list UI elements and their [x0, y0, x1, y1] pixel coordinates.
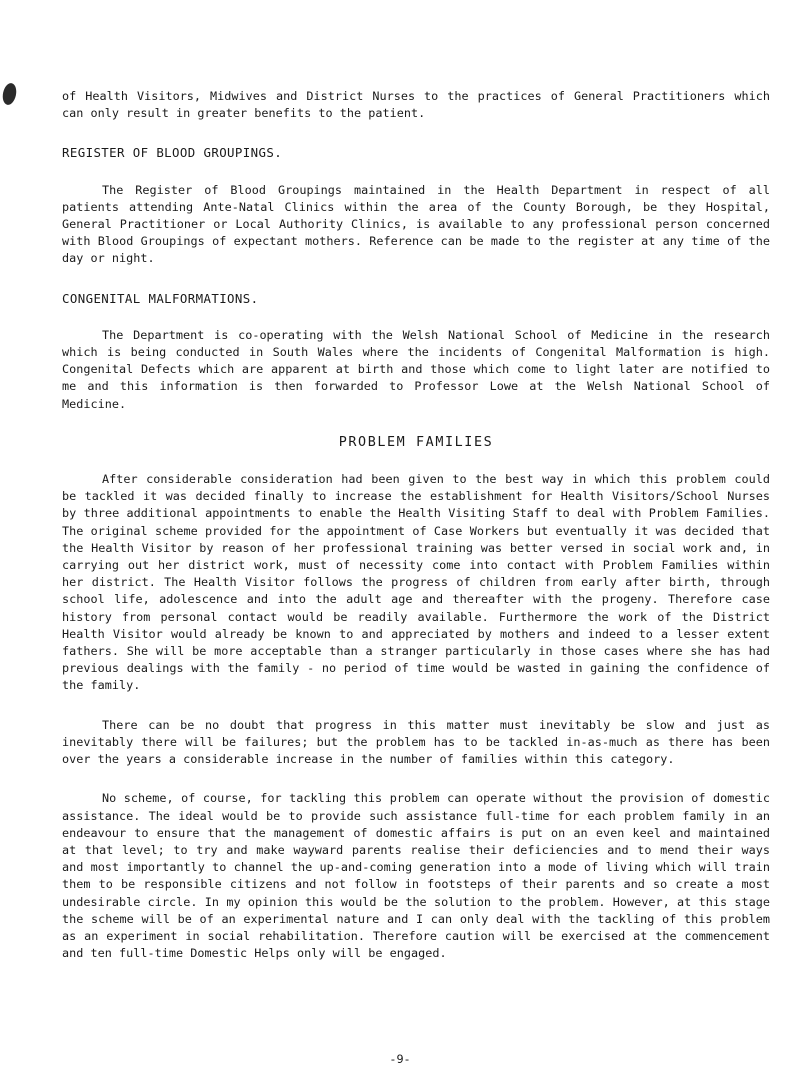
problem-families-heading: PROBLEM FAMILIES: [338, 434, 494, 450]
register-heading: REGISTER OF BLOOD GROUPINGS.: [62, 145, 283, 161]
problem-families-paragraph-2: There can be no doubt that progress in this matter must inevitably be slow and just as inevitably there will be failures; but the problem has to be tackled in-as-much as there has been over the years a considerable increase in the number of families within this category.: [62, 717, 770, 767]
congenital-paragraph: The Department is co-operating with the Welsh National School of Medicine in the research which is being conducted in South Wales where the incidents of Congenital Malformation is high. Congenital Defects which are apparent at birth and those which come to light later are notified to me and this information is then forwarded to Professor Lowe at the Welsh National School of Medicine.: [62, 327, 770, 411]
problem-families-paragraph-3: No scheme, of course, for tackling this problem can operate without the provision of domestic assistance. The ideal would be to provide such assistance full-time for each problem family in an endeavour to ensure that the management of domestic affairs is put on an even keel and maintained at that level; to try and make wayward parents realise their deficiencies and to mend their ways and most importantly to channel the up-and-coming generation into a mode of living which will train them to be responsible citizens and not follow in footsteps of their parents and so create a most undesirable circle. In my opinion this would be the solution to the problem. However, at this stage the scheme will be of an experimental nature and I can only deal with the tackling of this problem as an experiment in social rehabilitation. Therefore caution will be exercised at the commencement and ten full-time Domestic Helps only will be engaged.: [62, 791, 770, 961]
register-paragraph: The Register of Blood Groupings maintained in the Health Department in respect of all patients attending Ante-Natal Clinics within the area of the County Borough, be they Hospital, General Practitioner or Local Authority Clinics, is available to any professional person concerned with Blood Groupings of expectant mothers. Reference can be made to the register at any time of the day or night.: [62, 182, 770, 266]
congenital-heading: CONGENITAL MALFORMATIONS.: [62, 290, 259, 306]
page-content: [62, 88, 770, 962]
binding-hole-mark: [1, 82, 18, 106]
page-number: -9-: [389, 1052, 411, 1066]
problem-families-paragraph-1: After considerable consideration had been given to the best way in which this problem could be tackled it was decided finally to increase the establishment for Health Visitors/School Nurses by three additional appointments to enable the Health Visiting Staff to deal with Problem Families. The original scheme provided for the appointment of Case Workers but eventually it was decided that the Health Visitor by reason of her professional training was better versed in social work and, in carrying out her district work, must of necessity come into contact with Problem Families within her district. The Health Visitor follows the progress of children from early after birth, through school life, adolescence and into the adult age and thereafter with the progeny. Therefore case history from personal contact would be readily available. Furthermore the work of the District Health Visitor would already be known to and appreciated by mothers and indeed to a lesser extent fathers. She will be more acceptable than a stranger particularly in those cases where she has had previous dealings with the family - no period of time would be wasted in gaining the confidence of the family.: [62, 472, 770, 693]
intro-paragraph: of Health Visitors, Midwives and District Nurses to the practices of General Practitioners which can only result in greater benefits to the patient.: [62, 89, 770, 121]
